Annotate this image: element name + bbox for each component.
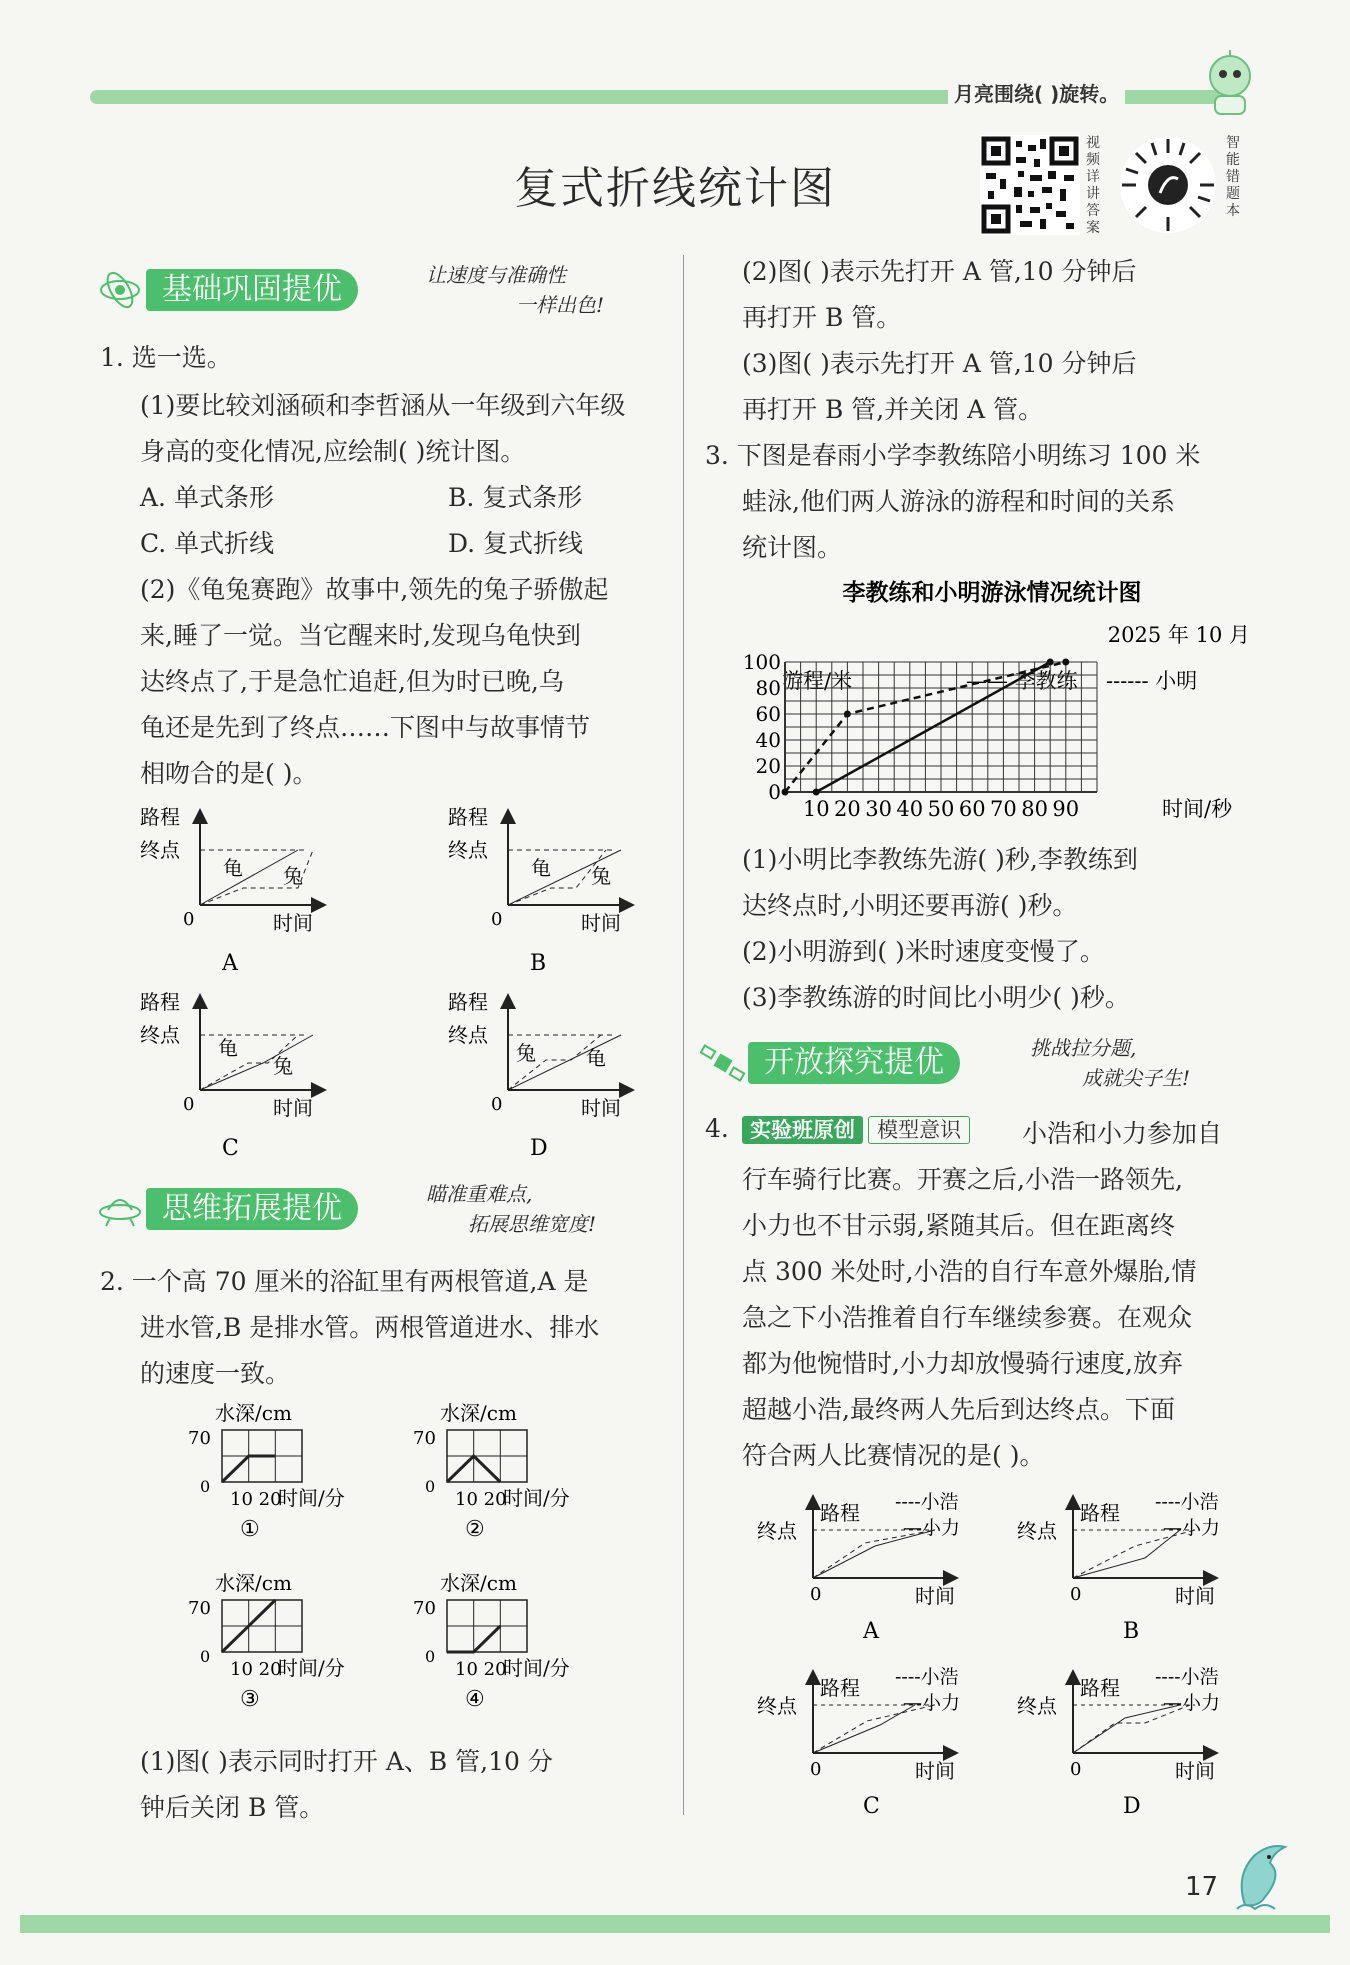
chart-y-tick: 100 (742, 650, 781, 674)
q4-line: 超越小浩,最终两人先后到达终点。下面 (742, 1395, 1175, 1424)
svg-text:时间: 时间 (581, 1096, 621, 1120)
svg-text:水深/cm: 水深/cm (215, 1571, 292, 1595)
svg-text:兔: 兔 (273, 1054, 293, 1078)
q4-line: 都为他惋惜时,小力却放慢骑行速度,放弃 (742, 1349, 1183, 1378)
section-slogan-1: 挑战拉分题, (1030, 1036, 1137, 1060)
q3-question-line: (3)李教练游的时间比小明少( )秒。 (742, 983, 1130, 1012)
section-label: 开放探究提优 (748, 1042, 960, 1084)
chart-point (844, 711, 851, 718)
chart-y-tick: 60 (755, 702, 781, 726)
q4-graph-letter: A (863, 1619, 879, 1644)
svg-text:水深/cm: 水深/cm (215, 1401, 292, 1425)
svg-text:0: 0 (491, 1094, 503, 1115)
q1-graph-c (140, 990, 323, 1161)
top-note: 月亮围绕( )旋转。 (948, 78, 1125, 107)
q2-graph-1 (188, 1401, 345, 1542)
q1-p2-line: (2)《龟兔赛跑》故事中,领先的兔子骄傲起 (140, 575, 609, 604)
q1-p2-line: 来,睡了一觉。当它醒来时,发现乌龟快到 (140, 621, 581, 650)
svg-text:----小浩: ----小浩 (1155, 1491, 1219, 1513)
section-slogan-1: 让速度与准确性 (426, 263, 566, 287)
section-slogan-2: 拓展思维宽度! (468, 1212, 597, 1236)
svg-text:水深/cm: 水深/cm (440, 1571, 517, 1595)
svg-text:时间/分: 时间/分 (503, 1486, 570, 1510)
svg-text:—小力: —小力 (903, 1692, 961, 1714)
svg-text:时间: 时间 (273, 911, 313, 935)
qr-code-icon[interactable] (980, 135, 1080, 235)
q1-option: D. 复式折线 (448, 529, 584, 558)
q4-line: 点 300 米处时,小浩的自行车意外爆胎,情 (742, 1257, 1197, 1286)
chart-y-tick: 20 (755, 754, 781, 778)
svg-text:0: 0 (810, 1584, 822, 1605)
q1-option: C. 单式折线 (140, 529, 275, 558)
q4-graph-b (1017, 1491, 1220, 1644)
svg-text:路程: 路程 (140, 805, 180, 829)
q4-graph-d (1017, 1666, 1220, 1819)
chart-point (1062, 659, 1069, 666)
svg-text:兔: 兔 (591, 864, 611, 888)
q2-line: 的速度一致。 (140, 1359, 291, 1388)
swim-chart (730, 570, 1290, 840)
svg-text:70: 70 (188, 1428, 211, 1449)
q1-graph-letter: C (222, 1136, 239, 1161)
chart-y-tick: 80 (755, 676, 781, 700)
chart-x-tick: 40 (896, 797, 924, 821)
svg-text:路程: 路程 (448, 990, 488, 1014)
svg-text:0: 0 (1070, 1584, 1082, 1605)
svg-text:时间: 时间 (915, 1759, 955, 1783)
svg-text:路程: 路程 (820, 1501, 860, 1525)
chart-legend-coach: —— 李教练 (966, 669, 1078, 693)
tag-original: 实验班原创 (742, 1116, 863, 1144)
chart-xlabel: 时间/秒 (1162, 797, 1233, 821)
qr-caption-left: 视频详讲答案 (1086, 135, 1100, 236)
svg-text:时间: 时间 (1175, 1759, 1215, 1783)
q2-sub2-line: (2)图( )表示先打开 A 管,10 分钟后 (742, 257, 1137, 286)
q1-graph-letter: D (530, 1136, 548, 1161)
svg-text:0: 0 (425, 1477, 436, 1496)
svg-text:终点: 终点 (140, 838, 180, 862)
svg-text:70: 70 (413, 1598, 436, 1619)
q4-graph-letter: D (1123, 1794, 1141, 1819)
q4-graph-letter: C (863, 1794, 880, 1819)
svg-text:路程: 路程 (1080, 1676, 1120, 1700)
chart-x-tick: 70 (990, 797, 1017, 821)
svg-text:龟: 龟 (218, 1036, 238, 1060)
svg-text:龟: 龟 (223, 856, 243, 880)
svg-text:路程: 路程 (820, 1676, 860, 1700)
section-banner-thinking (98, 1182, 658, 1236)
section-label: 基础巩固提优 (146, 269, 358, 311)
q1-p1-line: 身高的变化情况,应绘制( )统计图。 (140, 437, 526, 466)
q2-graph-2 (413, 1401, 570, 1542)
svg-text:----小浩: ----小浩 (895, 1491, 959, 1513)
q4-line: 急之下小浩推着自行车继续参赛。在观众 (742, 1303, 1193, 1332)
svg-text:终点: 终点 (1017, 1519, 1057, 1543)
svg-text:0: 0 (425, 1647, 436, 1666)
chart-point (782, 789, 789, 796)
chart-legend-xiaoming: ------ 小明 (1106, 669, 1198, 693)
svg-text:水深/cm: 水深/cm (440, 1401, 517, 1425)
svg-text:0: 0 (200, 1647, 211, 1666)
svg-text:—小力: —小力 (1163, 1692, 1221, 1714)
chart-point (1047, 659, 1054, 666)
q4-line: 符合两人比赛情况的是( )。 (742, 1441, 1045, 1470)
q2-graph-mark: ② (465, 1517, 485, 1542)
q1-p1-line: (1)要比较刘涵硕和李哲涵从一年级到六年级 (140, 391, 626, 420)
svg-text:10 20: 10 20 (455, 1489, 507, 1510)
q2-line: 2. 一个高 70 厘米的浴缸里有两根管道,A 是 (100, 1267, 589, 1296)
svg-text:终点: 终点 (448, 1023, 488, 1047)
svg-text:终点: 终点 (1017, 1694, 1057, 1718)
bottom-decor-bar (20, 1915, 1330, 1933)
svg-text:0: 0 (1070, 1759, 1082, 1780)
section-label: 思维拓展提优 (146, 1188, 358, 1230)
svg-text:终点: 终点 (757, 1694, 797, 1718)
svg-text:兔: 兔 (283, 864, 303, 888)
chart-x-tick: 80 (1021, 797, 1048, 821)
q4-graph-c (757, 1666, 960, 1819)
q3-line: 统计图。 (742, 533, 843, 562)
chart-point (813, 789, 820, 796)
q1-graph-a (140, 805, 323, 976)
svg-text:时间/分: 时间/分 (503, 1656, 570, 1680)
q4-line: 行车骑行比赛。开赛之后,小浩一路领先, (742, 1165, 1183, 1194)
svg-text:0: 0 (810, 1759, 822, 1780)
chart-y-tick: 0 (768, 780, 781, 804)
svg-text:70: 70 (188, 1598, 211, 1619)
svg-text:—小力: —小力 (903, 1517, 961, 1539)
q2-sub3-line: 再打开 B 管,并关闭 A 管。 (742, 395, 1044, 424)
q2-sub3-line: (3)图( )表示先打开 A 管,10 分钟后 (742, 349, 1137, 378)
q1-graph-d (448, 990, 631, 1161)
svg-text:—小力: —小力 (1163, 1517, 1221, 1539)
svg-text:时间: 时间 (915, 1584, 955, 1608)
svg-text:时间: 时间 (1175, 1584, 1215, 1608)
svg-text:时间/分: 时间/分 (278, 1656, 345, 1680)
q2-graph-mark: ④ (465, 1687, 485, 1712)
qr-caption-right: 智能错题本 (1226, 135, 1240, 219)
svg-text:时间: 时间 (581, 911, 621, 935)
chart-subtitle: 2025 年 10 月 (1107, 623, 1250, 647)
svg-text:龟: 龟 (531, 856, 551, 880)
svg-text:终点: 终点 (448, 838, 488, 862)
svg-text:龟: 龟 (586, 1046, 606, 1070)
q2-sub1-line: 钟后关闭 B 管。 (140, 1793, 325, 1822)
q1-head: 1. 选一选。 (100, 343, 232, 372)
svg-text:0: 0 (183, 909, 195, 930)
column-divider (683, 255, 684, 1815)
svg-text:时间: 时间 (273, 1096, 313, 1120)
ufo-icon (98, 1188, 144, 1230)
q4-line: 小力也不甘示弱,紧随其后。但在距离终 (742, 1211, 1175, 1240)
q1-graph-letter: B (530, 951, 547, 976)
chart-x-tick: 90 (1052, 797, 1080, 821)
svg-text:路程: 路程 (1080, 1501, 1120, 1525)
svg-text:10 20: 10 20 (230, 1489, 282, 1510)
q2-line: 进水管,B 是排水管。两根管道进水、排水 (140, 1313, 600, 1342)
q4-tags (742, 1114, 970, 1144)
chart-x-tick: 20 (834, 797, 861, 821)
svg-text:----小浩: ----小浩 (1155, 1666, 1219, 1688)
chart-title: 李教练和小明游泳情况统计图 (842, 579, 1142, 606)
dolphin-mascot-icon (1225, 1835, 1295, 1915)
q1-option: B. 复式条形 (448, 483, 583, 512)
q2-graphs (180, 1400, 650, 1730)
chart-x-tick: 10 (802, 797, 830, 821)
svg-text:0: 0 (183, 1094, 195, 1115)
section-slogan-1: 瞄准重难点, (426, 1182, 533, 1206)
svg-text:路程: 路程 (448, 805, 488, 829)
q2-graph-mark: ① (240, 1517, 260, 1542)
q2-graph-4 (413, 1571, 570, 1712)
q2-sub1-line: (1)图( )表示同时打开 A、B 管,10 分 (140, 1747, 553, 1776)
section-banner-basic (98, 263, 658, 317)
q4-line: 小浩和小力参加自 (1022, 1119, 1223, 1148)
section-slogan-2: 成就尖子生! (1082, 1066, 1191, 1090)
q4-graphs (755, 1488, 1275, 1828)
chart-x-tick: 50 (927, 797, 955, 821)
q2-sub2-line: 再打开 B 管。 (742, 303, 902, 332)
q4-number: 4. (705, 1114, 729, 1143)
svg-text:终点: 终点 (140, 1023, 180, 1047)
section-banner-open (700, 1036, 1260, 1090)
q1-graph-b (448, 805, 631, 976)
q3-question-line: (1)小明比李教练先游( )秒,李教练到 (742, 845, 1138, 874)
page-number: 17 (1185, 1872, 1219, 1902)
atom-icon (98, 269, 144, 311)
q1-graph-letter: A (222, 951, 238, 976)
svg-text:70: 70 (413, 1428, 436, 1449)
svg-text:----小浩: ----小浩 (895, 1666, 959, 1688)
chart-x-tick: 60 (958, 797, 986, 821)
svg-text:路程: 路程 (140, 990, 180, 1014)
tag-model: 模型意识 (868, 1116, 970, 1144)
q1-p2-line: 相吻合的是( )。 (140, 759, 318, 788)
q2-graph-mark: ③ (240, 1687, 260, 1712)
q3-line: 蛙泳,他们两人游泳的游程和时间的关系 (742, 487, 1175, 516)
robot-mascot-icon (1195, 48, 1265, 118)
q2-graph-3 (188, 1571, 345, 1712)
chart-y-tick: 40 (755, 728, 781, 752)
svg-text:时间/分: 时间/分 (278, 1486, 345, 1510)
svg-text:10 20: 10 20 (455, 1659, 507, 1680)
q1-graphs (138, 800, 658, 1170)
chart-x-tick: 30 (865, 797, 892, 821)
q1-option: A. 单式条形 (140, 483, 274, 512)
q3-line: 3. 下图是春雨小学李教练陪小明练习 100 米 (705, 441, 1201, 470)
svg-text:0: 0 (200, 1477, 211, 1496)
q4-graph-a (757, 1491, 960, 1644)
q4-graph-letter: B (1123, 1619, 1140, 1644)
q3-question-line: (2)小明游到( )米时速度变慢了。 (742, 937, 1105, 966)
svg-text:10 20: 10 20 (230, 1659, 282, 1680)
wechat-code-icon[interactable] (1118, 135, 1218, 235)
satellite-icon (700, 1042, 746, 1084)
svg-text:终点: 终点 (757, 1519, 797, 1543)
q1-p2-line: 达终点了,于是急忙追赶,但为时已晚,乌 (140, 667, 564, 696)
q3-question-line: 达终点时,小明还要再游( )秒。 (742, 891, 1078, 920)
svg-text:0: 0 (491, 909, 503, 930)
section-slogan-2: 一样出色! (516, 293, 605, 317)
chart-ylabel: 游程/米 (782, 669, 853, 693)
svg-text:兔: 兔 (516, 1041, 536, 1065)
page-title: 复式折线统计图 (514, 163, 836, 214)
q1-p2-line: 龟还是先到了终点……下图中与故事情节 (140, 713, 591, 742)
